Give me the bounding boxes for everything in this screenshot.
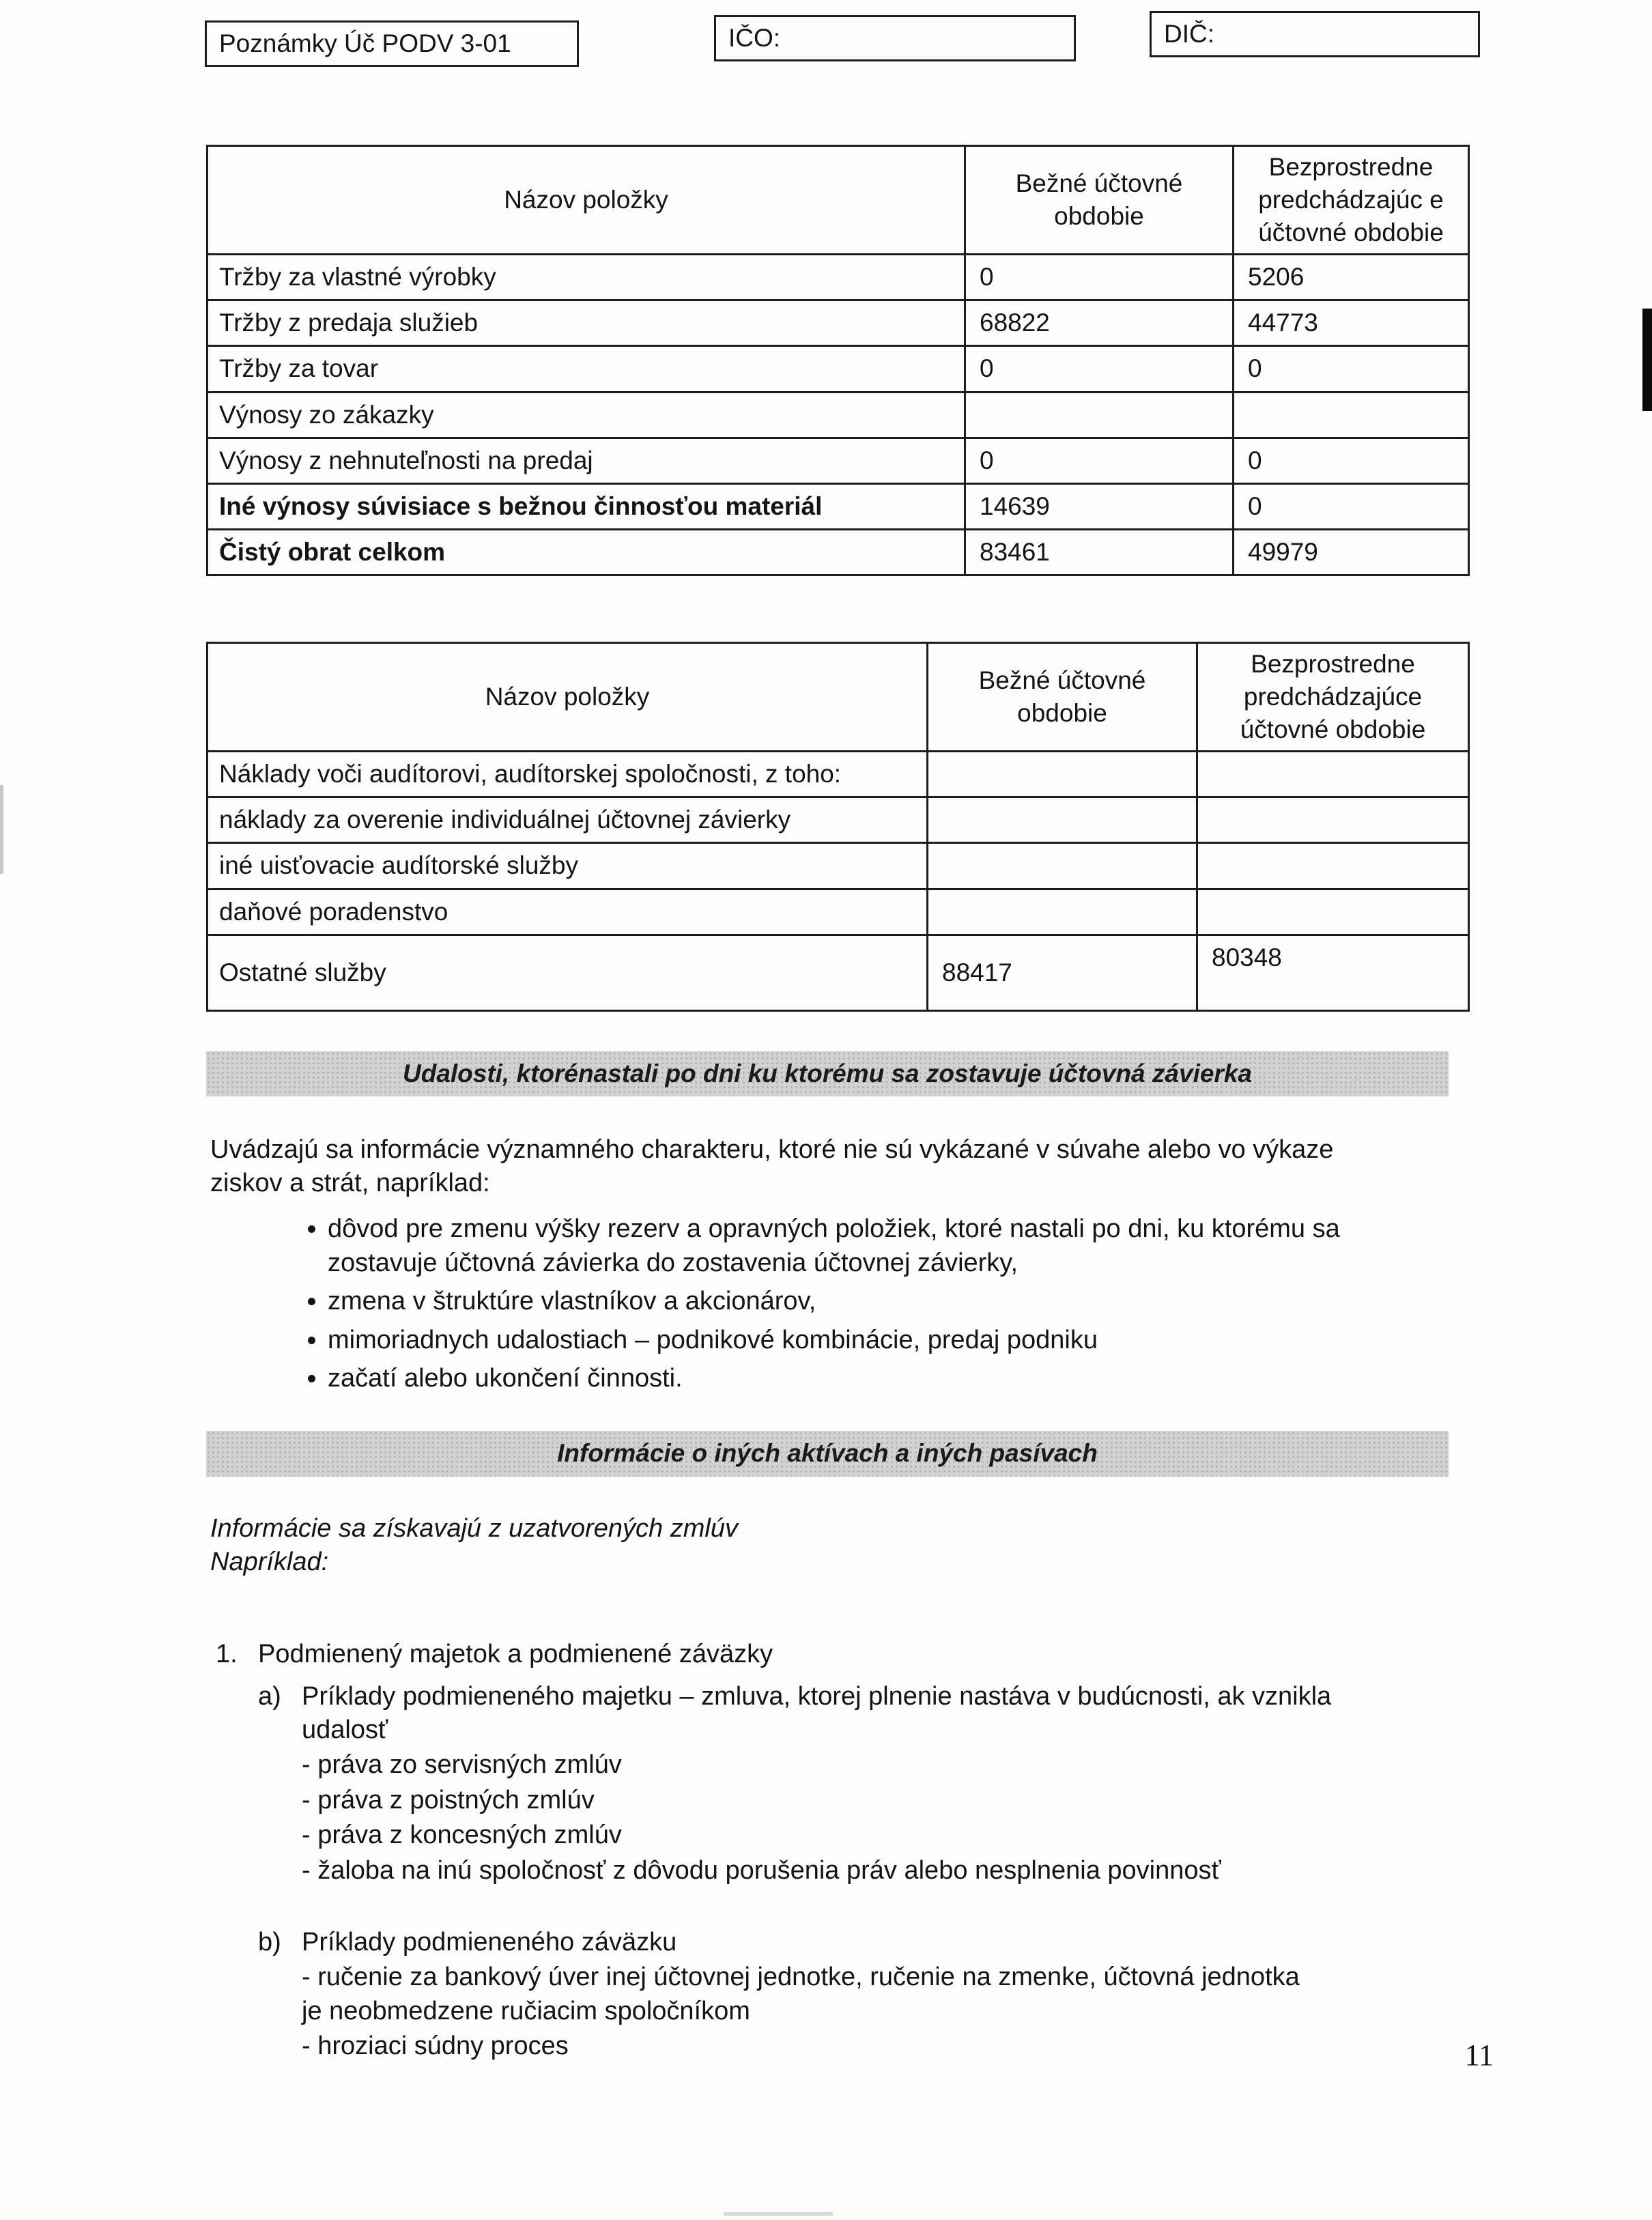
events-intro-paragraph: Uvádzajú sa informácie významného charakteru, ktoré nie sú vykázané v súvahe alebo vo výkaze ziskov a strát, napríklad: (210, 1135, 1334, 1198)
section-heading-other-assets (206, 1431, 1449, 1476)
row-current (928, 889, 1197, 935)
row-name: Iné výnosy súvisiace s bežnou činnosťou materiál (208, 483, 965, 529)
item-number: 1. (216, 1640, 238, 1669)
dash-line: - ručenie za bankový úver inej účtovnej jednotke, ručenie na zmenke, účtovná jednotka je neobmedzene ručiacim spoločníkom (302, 1963, 1300, 2025)
table-row (208, 843, 1469, 889)
table-row (208, 438, 1469, 483)
form-title: Poznámky Úč PODV 3-01 (219, 29, 511, 57)
dash-line: - hroziaci súdny proces (302, 2032, 569, 2061)
row-current (928, 752, 1197, 797)
bullet-item: • zmena v štruktúre vlastníkov a akcionárov, (328, 1285, 1393, 1318)
row-name: Výnosy z nehnuteľnosti na predaj (208, 438, 965, 483)
row-previous (1197, 889, 1469, 935)
col-header-previous: Bezprostredne predchádzajúc e účtovné obdobie (1234, 146, 1469, 255)
sub-item-b (258, 1926, 1468, 1959)
sub-item-a (258, 1680, 1468, 1748)
row-name: iné uisťovacie audítorské služby (208, 843, 928, 889)
row-previous (1197, 752, 1469, 797)
scan-artifact (724, 2212, 833, 2216)
row-name: Tržby z predaja služieb (208, 300, 965, 346)
col-header-current: Bežné účtovné obdobie (928, 642, 1197, 751)
sub-item-text: Príklady podmieneného majetku – zmluva, ktorej plnenie nastáva v budúcnosti, ak vznikla udalosť (302, 1681, 1332, 1745)
row-previous (1234, 392, 1469, 438)
dash-line: - práva z poistných zmlúv (302, 1785, 595, 1815)
dash-line: - práva z koncesných zmlúv (302, 1821, 622, 1850)
scan-artifact (1642, 309, 1652, 411)
row-name: Tržby za tovar (208, 346, 965, 392)
ico-field-box (714, 15, 1076, 61)
dic-field-box (1150, 11, 1480, 57)
section-title: Udalosti, ktorénastali po dni ku ktorému sa zostavuje účtovná závierka (403, 1059, 1252, 1087)
section-heading-events (206, 1051, 1449, 1096)
sub-item-label: a) (258, 1681, 281, 1711)
row-name: Ostatné služby (208, 935, 928, 1010)
section-title: Informácie o iných aktívach a iných pasívach (557, 1439, 1098, 1468)
table-row (208, 889, 1469, 935)
row-current: 83461 (965, 529, 1234, 575)
other-assets-intro (210, 1512, 1468, 1580)
row-current: 14639 (965, 483, 1234, 529)
dash-line: - práva zo servisných zmlúv (302, 1750, 622, 1780)
row-current (928, 797, 1197, 843)
row-previous: 5206 (1234, 255, 1469, 300)
row-current: 68822 (965, 300, 1234, 346)
row-previous: 0 (1234, 438, 1469, 483)
bullet-item: • začatí alebo ukončení činnosti. (328, 1362, 1393, 1395)
sub-item-label: b) (258, 1928, 281, 1957)
table-row (208, 935, 1469, 1010)
numbered-item-1 (216, 1638, 1468, 1671)
table-row (208, 797, 1469, 843)
row-name: daňové poradenstvo (208, 889, 928, 935)
table-row (208, 300, 1469, 346)
row-previous: 49979 (1234, 529, 1469, 575)
table-row (208, 255, 1469, 300)
table-row (208, 483, 1469, 529)
sub-item-b-lines (302, 1961, 1326, 2063)
col-header-name: Názov položky (208, 642, 928, 751)
sub-item-a-lines (302, 1748, 1326, 1888)
row-name: Náklady voči audítorovi, audítorskej spoločnosti, z toho: (208, 752, 928, 797)
row-name: Čistý obrat celkom (208, 529, 965, 575)
row-previous: 0 (1234, 483, 1469, 529)
intro-line: Informácie sa získavajú z uzatvorených zmlúv (210, 1513, 738, 1543)
sub-item-text: Príklady podmieneného záväzku (302, 1928, 677, 1957)
table-row (208, 752, 1469, 797)
revenue-table (206, 145, 1470, 576)
col-header-current: Bežné účtovné obdobie (965, 146, 1234, 255)
bullet-item: • mimoriadnych udalostiach – podnikové kombinácie, predaj podniku (328, 1324, 1393, 1357)
item-text: Podmienený majetok a podmienené záväzky (258, 1640, 773, 1669)
page-number: 11 (1464, 2038, 1494, 2072)
table-row (208, 392, 1469, 438)
row-previous (1197, 797, 1469, 843)
table-header-row (208, 146, 1469, 255)
row-current: 0 (965, 346, 1234, 392)
row-name: Tržby za vlastné výrobky (208, 255, 965, 300)
events-bullet-list (206, 1212, 1468, 1395)
ico-label: IČO: (728, 23, 781, 52)
row-name: Výnosy zo zákazky (208, 392, 965, 438)
dash-line: - žaloba na inú spoločnosť z dôvodu porušenia práv alebo nesplnenia povinnosť (302, 1855, 1221, 1885)
intro-line: Napríklad: (210, 1547, 329, 1576)
scan-artifact (0, 785, 3, 874)
form-title-box (205, 20, 579, 67)
auditor-costs-table (206, 642, 1470, 1012)
table-row (208, 529, 1469, 575)
dic-label: DIČ: (1164, 19, 1214, 48)
row-current: 0 (965, 438, 1234, 483)
table-header-row (208, 642, 1469, 751)
bullet-item: • dôvod pre zmenu výšky rezerv a opravných položiek, ktoré nastali po dni, ku ktorému sa zostavuje účtovná závierka do zostavenia účtovnej závierky, (328, 1212, 1393, 1280)
row-previous: 0 (1234, 346, 1469, 392)
row-current (965, 392, 1234, 438)
row-previous: 44773 (1234, 300, 1469, 346)
row-previous (1197, 843, 1469, 889)
row-current (928, 843, 1197, 889)
col-header-previous: Bezprostredne predchádzajúce účtovné obdobie (1197, 642, 1469, 751)
document-content (206, 145, 1468, 2064)
row-name: náklady za overenie individuálnej účtovnej závierky (208, 797, 928, 843)
table-row (208, 346, 1469, 392)
row-current: 88417 (928, 935, 1197, 1010)
row-current: 0 (965, 255, 1234, 300)
col-header-name: Názov položky (208, 146, 965, 255)
row-previous: 80348 (1197, 935, 1469, 1010)
